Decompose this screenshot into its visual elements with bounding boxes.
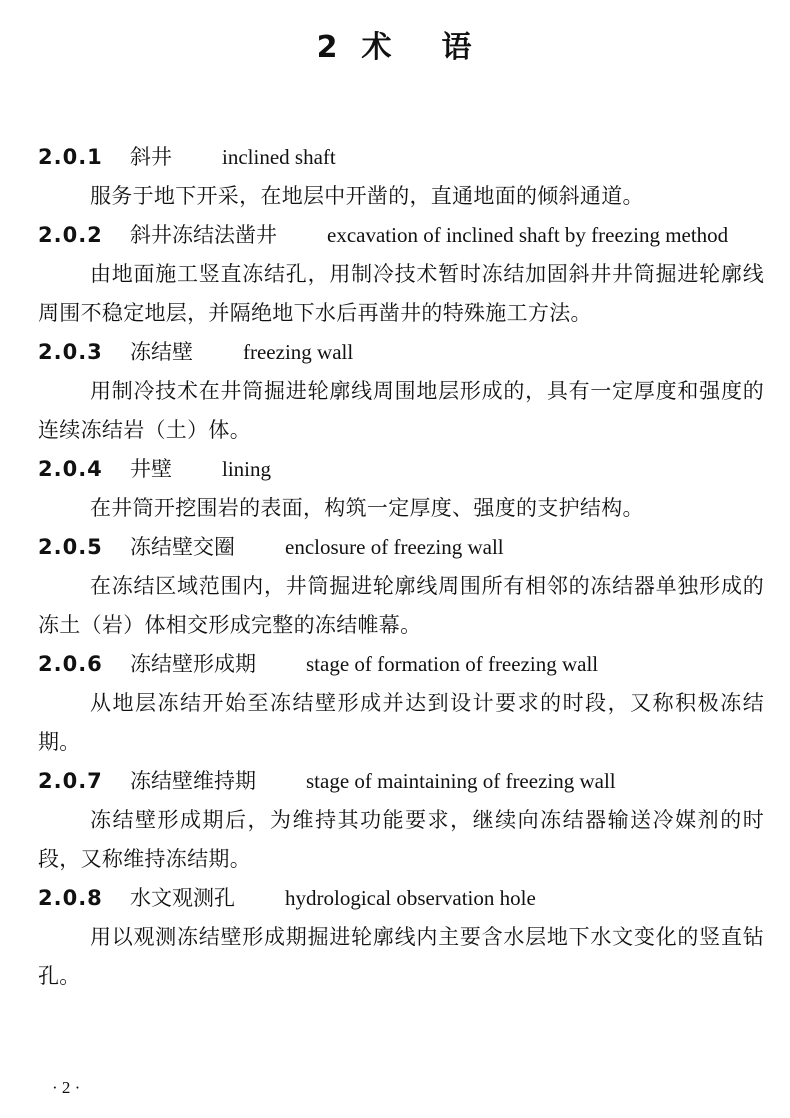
term-heading xyxy=(38,333,764,372)
term-definition: 冻结壁形成期后，为维持其功能要求，继续向冻结器输送冷媒剂的时段，又称维持冻结期。 xyxy=(38,808,764,871)
term-english: enclosure of freezing wall xyxy=(285,535,504,559)
term-definition: 在冻结区域范围内，井筒掘进轮廓线周围所有相邻的冻结器单独形成的冻土（岩）体相交形成完整的冻结帷幕。 xyxy=(38,574,764,637)
term-number: 2.0.7 xyxy=(38,769,103,793)
term-chinese: 斜井 xyxy=(130,145,172,169)
term-number: 2.0.4 xyxy=(38,457,103,481)
term-2-0-2 xyxy=(38,216,764,333)
page-number: · 2 · xyxy=(52,1078,81,1097)
chapter-title xyxy=(0,22,790,66)
term-2-0-5 xyxy=(38,528,764,645)
term-heading xyxy=(38,879,764,918)
term-english: hydrological observation hole xyxy=(285,886,536,910)
term-number: 2.0.2 xyxy=(38,223,103,247)
term-number: 2.0.8 xyxy=(38,886,103,910)
term-2-0-1 xyxy=(38,138,764,216)
term-heading xyxy=(38,216,764,255)
term-chinese: 冻结壁交圈 xyxy=(130,535,235,559)
term-number: 2.0.5 xyxy=(38,535,103,559)
term-english: lining xyxy=(222,457,272,481)
term-heading xyxy=(38,762,764,801)
term-english: inclined shaft xyxy=(222,145,336,169)
term-2-0-7 xyxy=(38,762,764,879)
term-definition: 用以观测冻结壁形成期掘进轮廓线内主要含水层地下水文变化的竖直钻孔。 xyxy=(38,925,764,988)
term-english: freezing wall xyxy=(243,340,354,364)
term-chinese: 冻结壁维持期 xyxy=(130,769,256,793)
term-2-0-6 xyxy=(38,645,764,762)
term-2-0-8 xyxy=(38,879,764,996)
term-definition: 用制冷技术在井筒掘进轮廓线周围地层形成的，具有一定厚度和强度的连续冻结岩（土）体。 xyxy=(38,379,764,442)
term-chinese: 冻结壁形成期 xyxy=(130,652,256,676)
term-definition: 在井筒开挖围岩的表面，构筑一定厚度、强度的支护结构。 xyxy=(90,496,644,520)
term-definition: 从地层冻结开始至冻结壁形成并达到设计要求的时段，又称积极冻结期。 xyxy=(38,691,764,754)
term-english: excavation of inclined shaft by freezing method xyxy=(327,223,729,247)
term-2-0-4 xyxy=(38,450,764,528)
term-definition: 由地面施工竖直冻结孔，用制冷技术暂时冻结加固斜井井筒掘进轮廓线周围不稳定地层，并隔绝地下水后再凿井的特殊施工方法。 xyxy=(38,262,764,325)
chapter-number: 2 xyxy=(316,30,340,65)
term-2-0-3 xyxy=(38,333,764,450)
term-english: stage of formation of freezing wall xyxy=(306,652,599,676)
term-number: 2.0.6 xyxy=(38,652,103,676)
term-chinese: 斜井冻结法凿井 xyxy=(130,223,277,247)
chapter-title-char-1: 术 xyxy=(361,30,394,65)
terms-list xyxy=(38,138,764,996)
term-chinese: 井壁 xyxy=(130,457,172,481)
chapter-title-char-2: 语 xyxy=(441,30,474,65)
term-heading xyxy=(38,645,764,684)
term-english: stage of maintaining of freezing wall xyxy=(306,769,616,793)
term-chinese: 冻结壁 xyxy=(130,340,193,364)
term-definition: 服务于地下开采，在地层中开凿的，直通地面的倾斜通道。 xyxy=(90,184,644,208)
term-heading xyxy=(38,138,764,177)
term-number: 2.0.1 xyxy=(38,145,103,169)
term-heading xyxy=(38,450,764,489)
term-heading xyxy=(38,528,764,567)
term-chinese: 水文观测孔 xyxy=(130,886,235,910)
term-number: 2.0.3 xyxy=(38,340,103,364)
